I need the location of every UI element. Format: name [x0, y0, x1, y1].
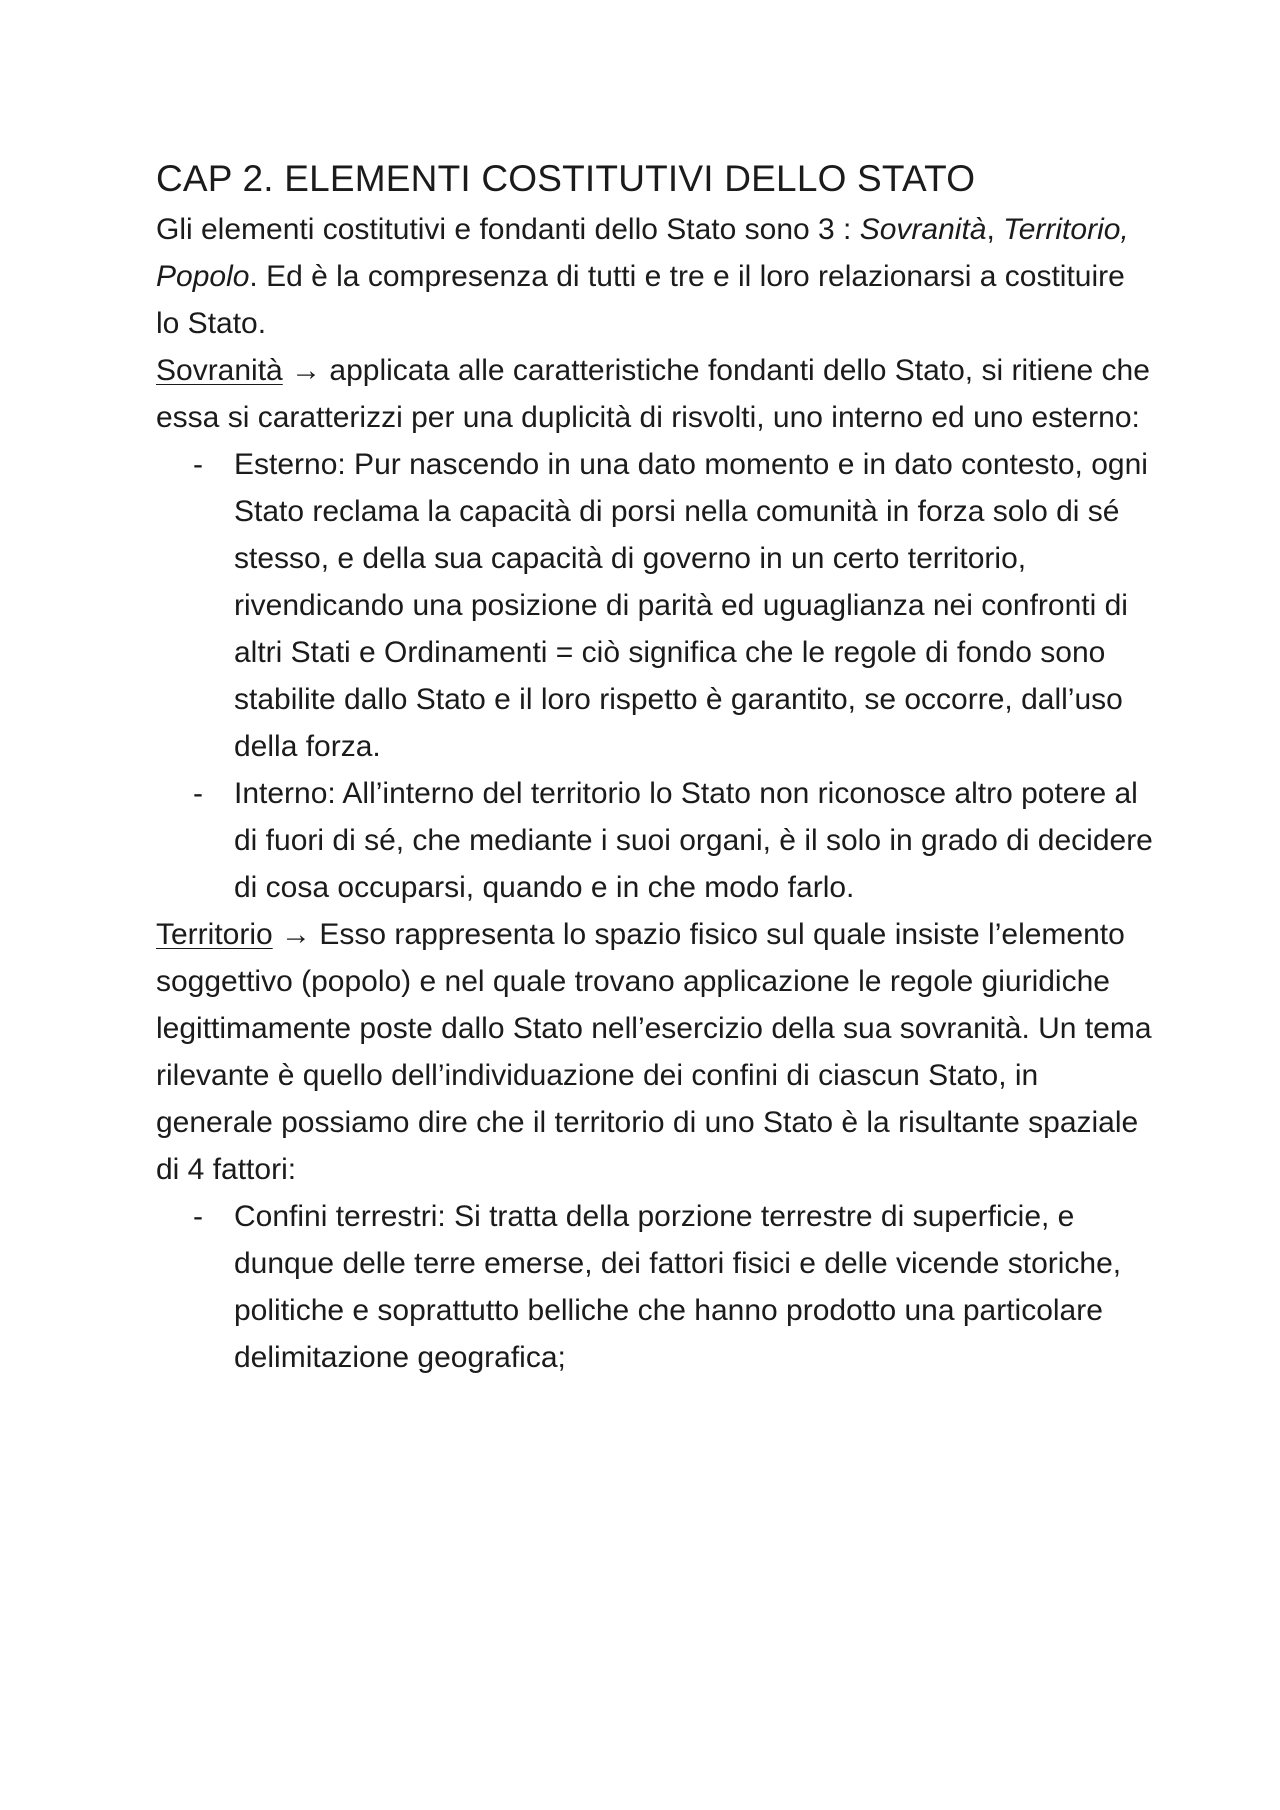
- territorio-text: → Esso rappresenta lo spazio fisico sul quale insiste l’elemento soggettivo (popolo) e nel quale trovano applicazione le regole giuridiche legittimamente poste dallo Stato nell’esercizio della sua sovranità. Un tema rilevante è quello dell’individuazione dei confini di ciascun Stato, in generale possiamo dire che il territorio di uno Stato è la risultante spaziale di 4 fattori:: [156, 918, 1152, 1186]
- intro-text-3: . Ed è la compresenza di tutti e tre e il loro relazionarsi a costituire lo Stato.: [156, 260, 1125, 340]
- list-item-interno: [193, 770, 1156, 911]
- intro-paragraph: [156, 206, 1156, 347]
- chapter-title: CAP 2. ELEMENTI COSTITUTIVI DELLO STATO: [156, 158, 976, 199]
- sovranita-term: Sovranità: [156, 354, 283, 387]
- list-item-text: Esterno: Pur nascendo in una dato momento e in dato contesto, ogni Stato reclama la capacità di porsi nella comunità in forza solo di sé stesso, e della sua capacità di governo in un certo territorio, rivendicando una posizione di parità ed uguaglianza nei confronti di altri Stati e Ordinamenti = ciò significa che le regole di fondo sono stabilite dallo Stato e il loro rispetto è garantito, se occorre, dall’uso della forza.: [234, 448, 1148, 763]
- list-item-esterno: [193, 441, 1156, 770]
- territorio-paragraph: [156, 911, 1156, 1193]
- list-marker: -: [193, 1200, 203, 1233]
- territorio-term: Territorio: [156, 918, 273, 951]
- intro-italic-sovranita: Sovranità: [859, 213, 987, 246]
- list-item-text: Interno: All’interno del territorio lo Stato non riconosce altro potere al di fuori di sé, che mediante i suoi organi, è il solo in grado di decidere di cosa occuparsi, quando e in che modo farlo.: [234, 777, 1153, 904]
- sovranita-list: [156, 441, 1156, 911]
- sovranita-text: → applicata alle caratteristiche fondanti dello Stato, si ritiene che essa si caratterizzi per una duplicità di risvolti, uno interno ed uno esterno:: [156, 354, 1150, 434]
- sovranita-paragraph: [156, 347, 1156, 441]
- list-item-confini-terrestri: [193, 1193, 1156, 1381]
- intro-text-1: Gli elementi costitutivi e fondanti dello Stato sono 3 :: [156, 213, 860, 246]
- list-marker: -: [193, 777, 203, 810]
- document-page: [156, 152, 1156, 1381]
- list-item-text: Confini terrestri: Si tratta della porzione terrestre di superficie, e dunque delle terre emerse, dei fattori fisici e delle vicende storiche, politiche e soprattutto belliche che hanno prodotto una particolare delimitazione geografica;: [234, 1200, 1122, 1374]
- list-marker: -: [193, 448, 203, 481]
- territorio-list: [156, 1193, 1156, 1381]
- intro-italic-territorio-popolo: Territorio, Popolo: [156, 213, 1129, 293]
- intro-text-2: ,: [986, 213, 1004, 246]
